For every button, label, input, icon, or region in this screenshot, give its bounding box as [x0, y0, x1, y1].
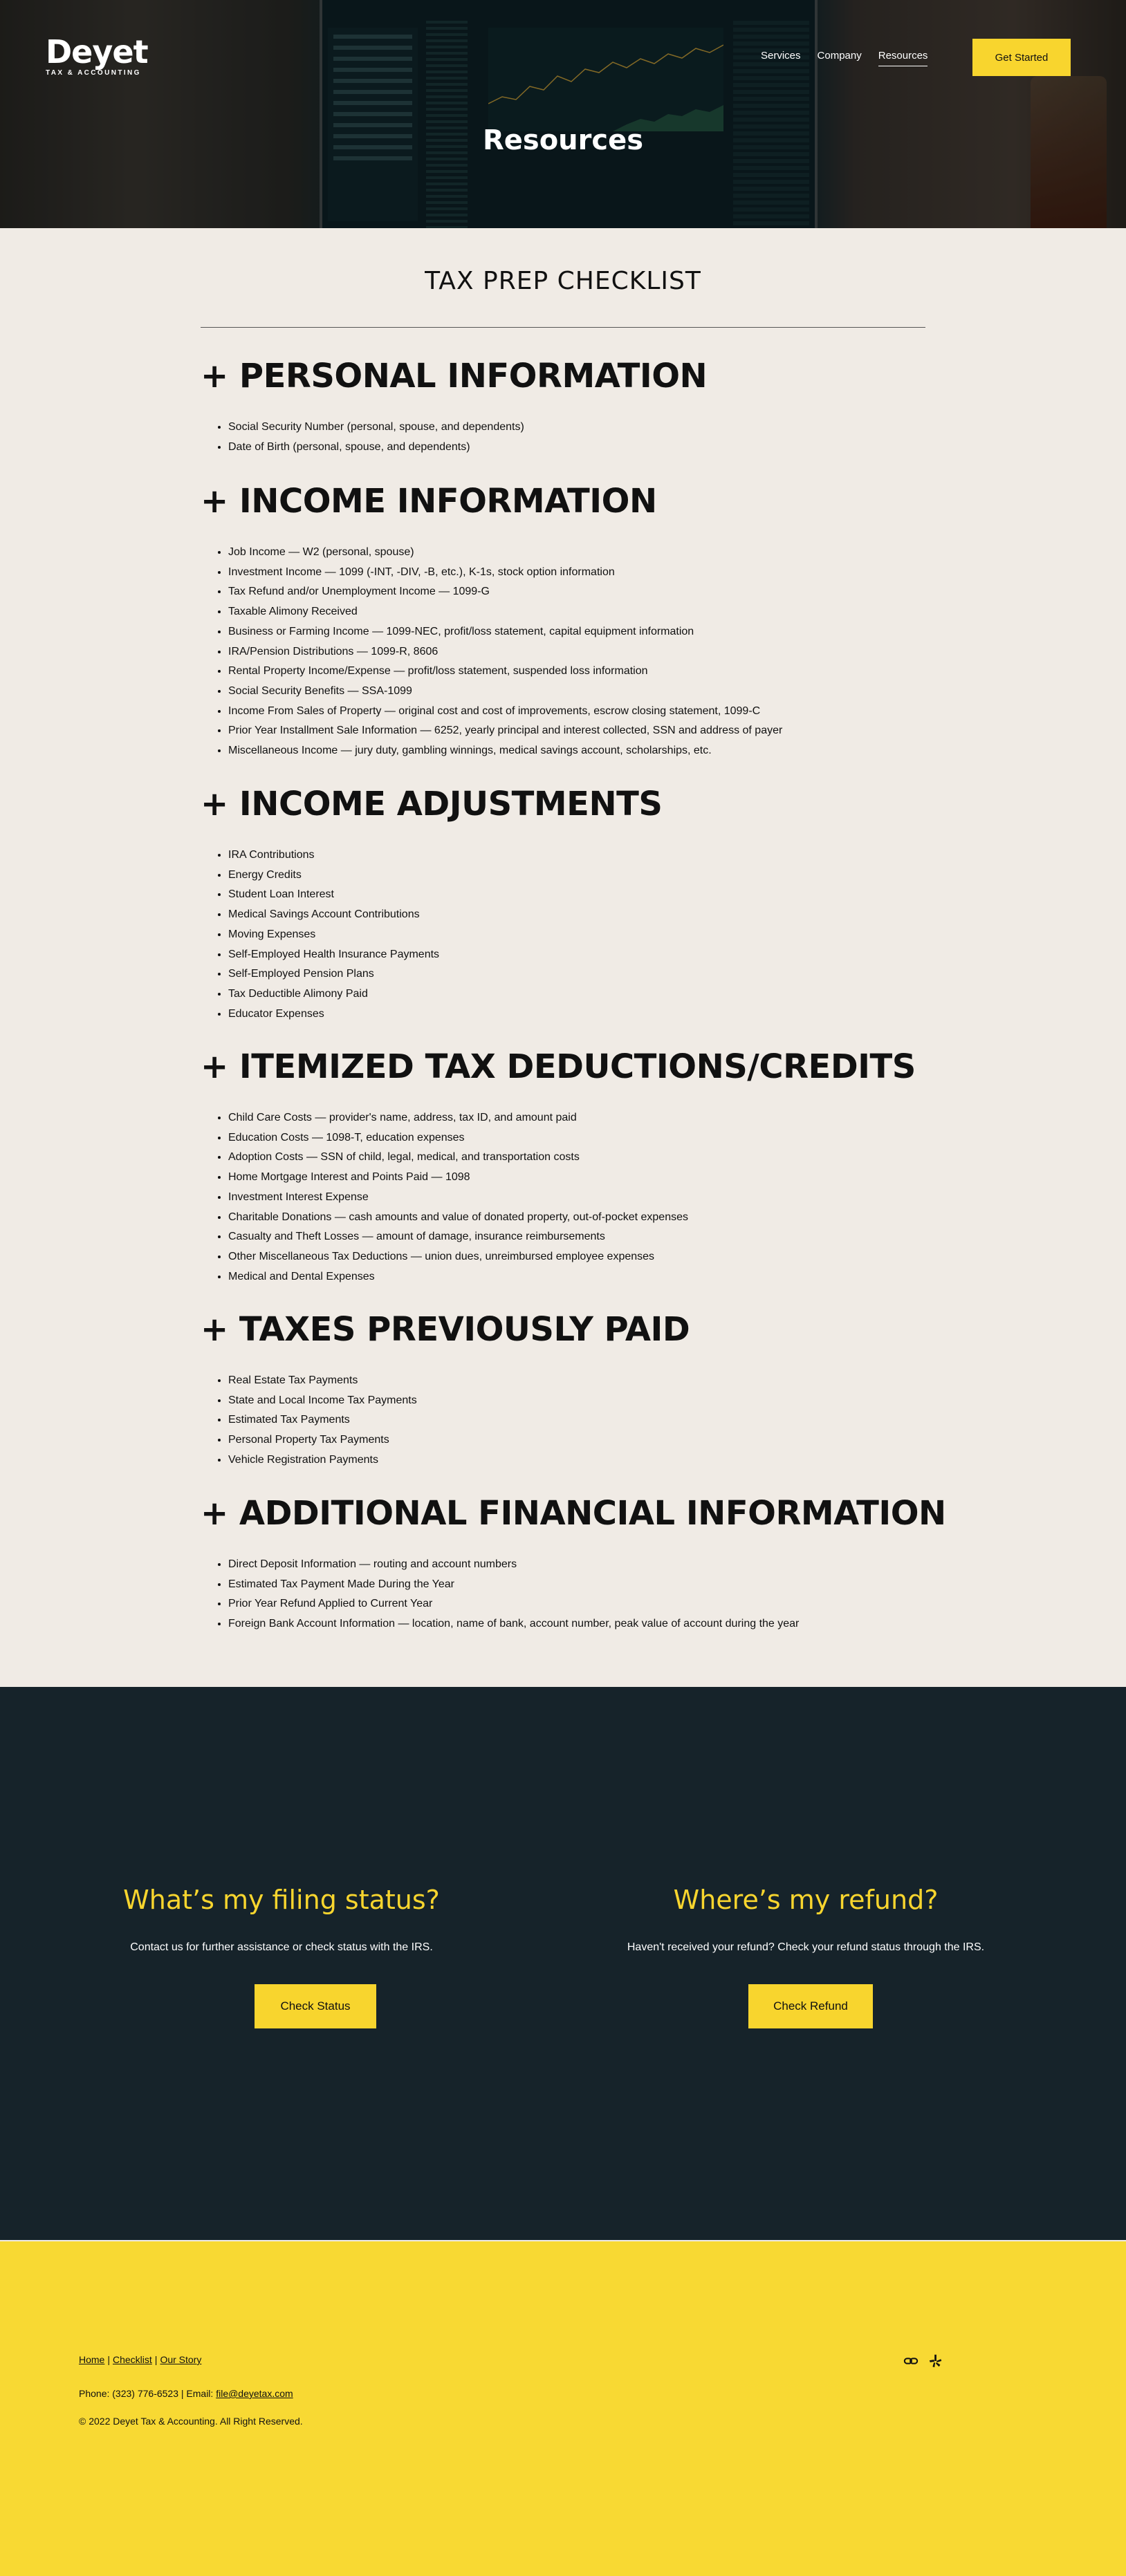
list-item: • Income From Sales of Property — original cost and cost of improvements, escrow closing statement, 1099-C [228, 702, 961, 722]
list-item: • Medical and Dental Expenses [228, 1267, 961, 1287]
list-item: • Medical Savings Account Contributions [228, 905, 961, 925]
list-item: • Adoption Costs — SSN of child, legal, medical, and transportation costs [228, 1148, 961, 1168]
list-item: • Self-Employed Health Insurance Payments [228, 945, 961, 965]
logo-wordmark: Deyet [46, 33, 148, 71]
nav-services[interactable]: Services [761, 50, 801, 62]
list-item: • Charitable Donations — cash amounts and value of donated property, out-of-pocket expenses [228, 1208, 961, 1228]
list-item: • Taxable Alimony Received [228, 602, 961, 622]
section-heading: + INCOME INFORMATION [201, 482, 657, 521]
list-item: • Energy Credits [228, 866, 961, 886]
list-item: • Personal Property Tax Payments [228, 1430, 961, 1450]
list-item: • Investment Income — 1099 (-INT, -DIV, -B, etc.), K-1s, stock option information [228, 563, 961, 583]
card-heading: Where’s my refund? [673, 1885, 939, 1915]
list-item: • Social Security Number (personal, spouse, and dependents) [228, 418, 961, 438]
list-item: • Social Security Benefits — SSA-1099 [228, 682, 961, 702]
list-item: • Tax Refund and/or Unemployment Income — 1099-G [228, 582, 961, 602]
main-nav [761, 50, 927, 66]
list-item: • Child Care Costs — provider's name, address, tax ID, and amount paid [228, 1108, 961, 1128]
list-item: • Job Income — W2 (personal, spouse) [228, 543, 961, 563]
link-separator: | [107, 2354, 110, 2365]
list-item: • Estimated Tax Payment Made During the Year [228, 1575, 961, 1595]
site-logo[interactable] [46, 33, 149, 77]
checklist [228, 846, 961, 1024]
list-item: • Student Loan Interest [228, 885, 961, 905]
section-taxes-previously-paid [201, 1310, 961, 1471]
link-icon[interactable] [903, 2353, 919, 2372]
section-heading: + ITEMIZED TAX DEDUCTIONS/CREDITS [201, 1047, 916, 1086]
card-text: Haven't received your refund? Check your refund status through the IRS. [627, 1941, 985, 1953]
list-item: • Investment Interest Expense [228, 1188, 961, 1208]
yelp-icon[interactable] [928, 2353, 943, 2372]
list-item: • Date of Birth (personal, spouse, and dependents) [228, 438, 961, 458]
social-links [903, 2353, 943, 2372]
list-item: • Moving Expenses [228, 925, 961, 945]
nav-resources[interactable]: Resources [878, 50, 928, 66]
site-footer [0, 2241, 1126, 2576]
card-heading: What’s my filing status? [123, 1885, 440, 1915]
page-title: TAX PREP CHECKLIST [425, 267, 701, 295]
section-heading: + PERSONAL INFORMATION [201, 357, 708, 395]
title-divider [201, 327, 925, 328]
get-started-button[interactable]: Get Started [972, 39, 1071, 76]
section-heading: + INCOME ADJUSTMENTS [201, 785, 663, 823]
nav-company[interactable]: Company [817, 50, 862, 62]
checklist [228, 543, 961, 761]
list-item: • Home Mortgage Interest and Points Paid — 1098 [228, 1168, 961, 1188]
section-additional-financial-information [201, 1494, 961, 1634]
list-item: • Vehicle Registration Payments [228, 1450, 961, 1471]
phone-text: Phone: (323) 776-6523 | Email: [79, 2388, 216, 2399]
copyright: © 2022 Deyet Tax & Accounting. All Right Reserved. [79, 2416, 303, 2427]
list-item: • Tax Deductible Alimony Paid [228, 984, 961, 1005]
section-itemized-deductions [201, 1047, 961, 1287]
footer-contact [79, 2388, 293, 2399]
status-band [0, 1687, 1126, 2240]
checklist [228, 418, 961, 457]
list-item: • Real Estate Tax Payments [228, 1371, 961, 1391]
email-link[interactable]: file@deyetax.com [216, 2388, 293, 2399]
footer-link-home[interactable]: Home [79, 2354, 105, 2365]
check-refund-button[interactable]: Check Refund [748, 1984, 873, 2028]
list-item: • Estimated Tax Payments [228, 1410, 961, 1430]
card-text: Contact us for further assistance or check status with the IRS. [130, 1941, 433, 1953]
checklist [228, 1555, 961, 1634]
check-status-button[interactable]: Check Status [255, 1984, 376, 2028]
list-item: • IRA/Pension Distributions — 1099-R, 8606 [228, 642, 961, 662]
section-heading: + ADDITIONAL FINANCIAL INFORMATION [201, 1494, 946, 1533]
checklist [228, 1108, 961, 1287]
footer-links [79, 2354, 201, 2365]
list-item: • Prior Year Installment Sale Information — 6252, yearly principal and interest collected, SSN and address of payer [228, 721, 961, 741]
logo-tagline: TAX & ACCOUNTING [46, 69, 141, 77]
link-separator: | [154, 2354, 158, 2365]
hero-title: Resources [482, 124, 644, 156]
list-item: • Educator Expenses [228, 1005, 961, 1025]
list-item: • Direct Deposit Information — routing and account numbers [228, 1555, 961, 1575]
section-heading: + TAXES PREVIOUSLY PAID [201, 1310, 690, 1349]
list-item: • Other Miscellaneous Tax Deductions — union dues, unreimbursed employee expenses [228, 1247, 961, 1267]
list-item: • State and Local Income Tax Payments [228, 1391, 961, 1411]
list-item: • Prior Year Refund Applied to Current Year [228, 1594, 961, 1614]
checklist [228, 1371, 961, 1471]
hero-banner [0, 0, 1126, 228]
section-income-information [201, 482, 961, 761]
list-item: • Business or Farming Income — 1099-NEC, profit/loss statement, capital equipment information [228, 622, 961, 642]
list-item: • Rental Property Income/Expense — profit/loss statement, suspended loss information [228, 662, 961, 682]
list-item: • Education Costs — 1098-T, education expenses [228, 1128, 961, 1148]
footer-link-checklist[interactable]: Checklist [113, 2354, 152, 2365]
hero-overlay [0, 0, 1126, 228]
section-income-adjustments [201, 785, 961, 1024]
list-item: • Foreign Bank Account Information — location, name of bank, account number, peak value of account during the year [228, 1614, 961, 1634]
section-personal-information [201, 357, 961, 457]
list-item: • Casualty and Theft Losses — amount of damage, insurance reimbursements [228, 1227, 961, 1247]
footer-link-our-story[interactable]: Our Story [160, 2354, 202, 2365]
list-item: • IRA Contributions [228, 846, 961, 866]
list-item: • Self-Employed Pension Plans [228, 964, 961, 984]
list-item: • Miscellaneous Income — jury duty, gambling winnings, medical savings account, scholarships, etc. [228, 741, 961, 761]
